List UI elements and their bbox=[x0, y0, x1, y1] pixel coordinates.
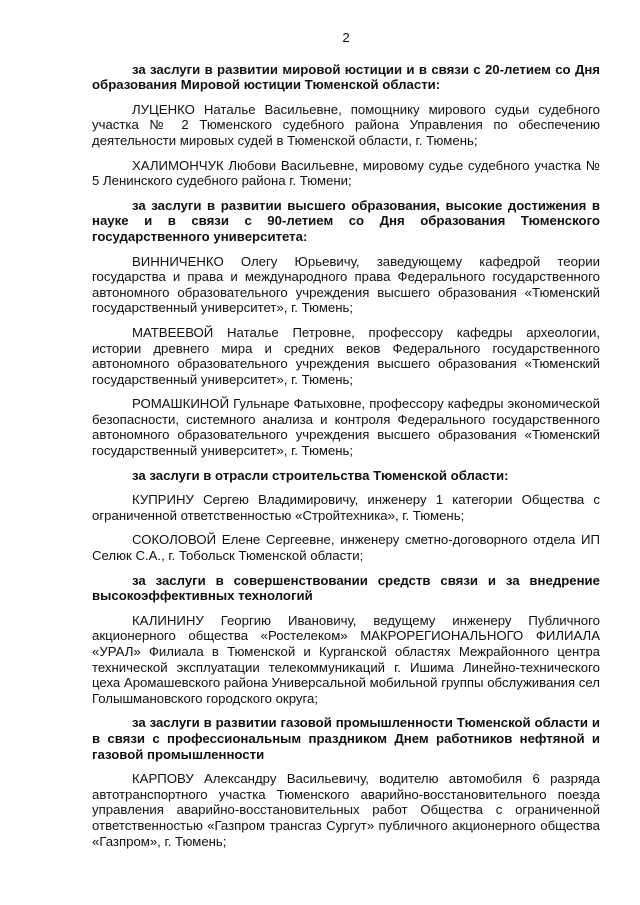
page-number: 2 bbox=[342, 30, 350, 45]
section-heading-gazovaya-promyshlennost: за заслуги в развитии газовой промышленности Тюменской области и в связи с профессиональным праздником Днем работников нефтяной и газовой промышленности bbox=[92, 715, 600, 762]
award-entry-lucenko: ЛУЦЕНКО Наталье Васильевне, помощнику мирового судьи судебного участка № 2 Тюменского судебного района Управления по обеспечению деятельности мировых судей в Тюменской области, г. Тюмень; bbox=[92, 101, 600, 148]
award-entry-kalinin: КАЛИНИНУ Георгию Ивановичу, ведущему инженеру Публичного акционерного общества «Ростелеком» МАКРОРЕГИОНАЛЬНОГО ФИЛИАЛА «УРАЛ» Филиала в Тюменской и Курганской областях Межрайонного центра технической эксплуатации телекоммуникаций г. Ишима Линейно-технического цеха Аромашевского района Универсальной мобильной группы обслуживания сел Голышмановского городского округа; bbox=[92, 612, 600, 706]
award-entry-halimonchuk: ХАЛИМОНЧУК Любови Васильевне, мировому судье судебного участка № 5 Ленинского судебного района г. Тюмени; bbox=[92, 157, 600, 189]
award-entry-vinnichenko: ВИННИЧЕНКО Олегу Юрьевичу, заведующему кафедрой теории государства и права и международного права Федерального государственного автономного образовательного учреждения высшего образования «Тюменский государственный университет», г. Тюмень; bbox=[92, 253, 600, 316]
section-heading-stroitelstvo: за заслуги в отрасли строительства Тюменской области: bbox=[132, 467, 509, 483]
section-heading-vysshee-obrazovanie: за заслуги в развитии высшего образования, высокие достижения в науке и в связи с 90-летием со Дня образования Тюменского государственного университета: bbox=[92, 197, 600, 244]
award-entry-kuprin: КУПРИНУ Сергею Владимировичу, инженеру 1 категории Общества с ограниченной ответственностью «Стройтехника», г. Тюмень; bbox=[92, 492, 600, 523]
award-entry-karpov: КАРПОВУ Александру Васильевичу, водителю автомобиля 6 разряда автотранспортного участка Тюменского аварийно-восстановительного поезда управления аварийно-восстановительных работ Общества с ограниченной ответственностью «Газпром трансгаз Сургут» публичного акционерного общества «Газпром», г. Тюмень; bbox=[92, 771, 600, 849]
section-heading-svyaz: за заслуги в совершенствовании средств связи и за внедрение высокоэффективных технологий bbox=[92, 572, 600, 604]
section-heading-mirovaya-yusticiya: за заслуги в развитии мировой юстиции и в связи с 20-летием со Дня образования Мировой юстиции Тюменской области: bbox=[92, 61, 600, 93]
award-entry-romashkina: РОМАШКИНОЙ Гульнаре Фатыховне, профессору кафедры экономической безопасности, системного анализа и контроля Федерального государственного автономного образовательного учреждения высшего образования «Тюменский государственный университет», г. Тюмень; bbox=[92, 396, 600, 459]
award-entry-sokolova: СОКОЛОВОЙ Елене Сергеевне, инженеру сметно-договорного отдела ИП Селюк С.А., г. Тобольск Тюменской области; bbox=[92, 532, 600, 564]
award-entry-matveeva: МАТВЕЕВОЙ Наталье Петровне, профессору кафедры археологии, истории древнего мира и средних веков Федерального государственного автономного образовательного учреждения высшего образования «Тюменский государственный университет», г. Тюмень; bbox=[92, 324, 600, 387]
